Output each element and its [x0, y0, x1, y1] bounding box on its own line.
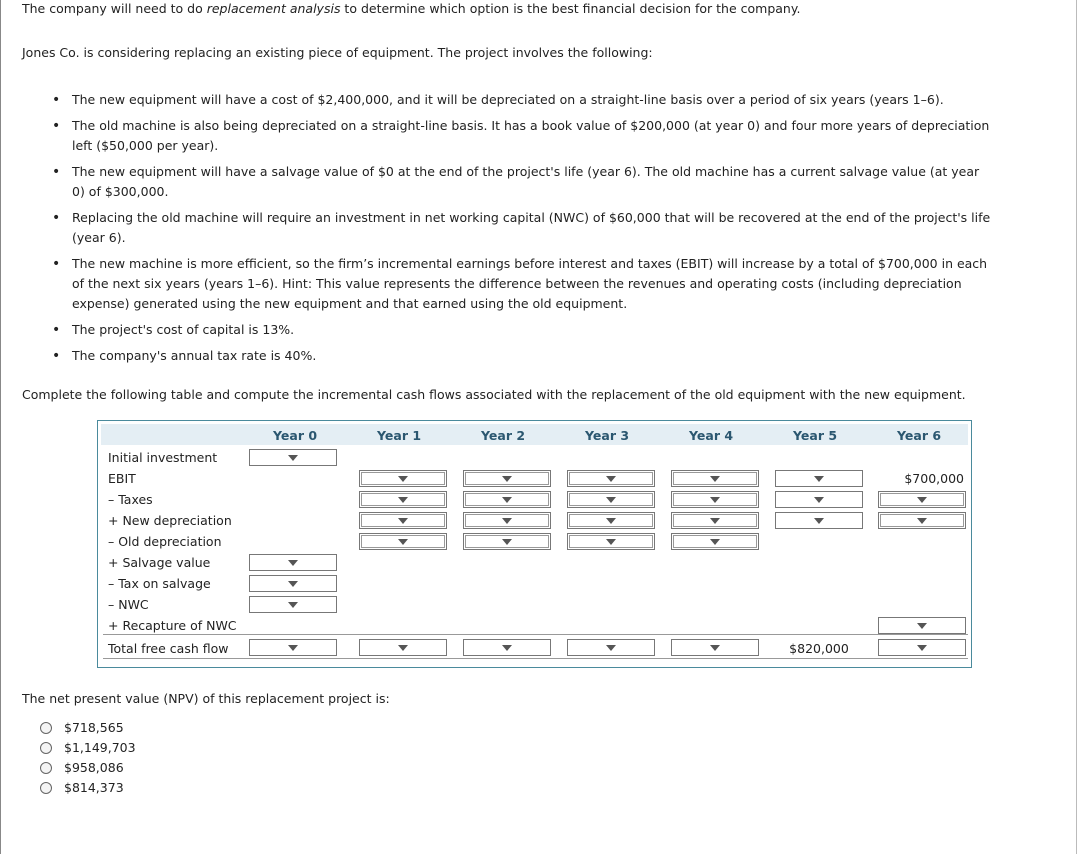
- chevron-down-icon: [502, 518, 512, 524]
- chevron-down-icon: [502, 497, 512, 503]
- dropdown-total-fcf-y3[interactable]: [567, 639, 655, 656]
- ebit-y6-value: $700,000: [904, 471, 964, 486]
- chevron-down-icon: [710, 476, 720, 482]
- list-item: • The old machine is also being depreciated on a straight-line basis. It has a book value of $200,000 (at year 0) and four more years of depreciation left ($50,000 per year).: [52, 116, 992, 156]
- col-year-2: Year 2: [481, 428, 526, 443]
- dropdown-total-fcf-y2[interactable]: [463, 639, 551, 656]
- chevron-down-icon: [606, 645, 616, 651]
- chevron-down-icon: [288, 560, 298, 566]
- chevron-down-icon: [606, 539, 616, 545]
- chevron-down-icon: [710, 497, 720, 503]
- npv-option-label: $1,149,703: [64, 740, 136, 755]
- col-year-0: Year 0: [273, 428, 318, 443]
- chevron-down-icon: [710, 539, 720, 545]
- chevron-down-icon: [288, 645, 298, 651]
- chevron-down-icon: [288, 581, 298, 587]
- dropdown-ebit-y1[interactable]: [359, 470, 447, 487]
- dropdown-nwc-y0[interactable]: [249, 596, 337, 613]
- dropdown-ebit-y5[interactable]: [775, 470, 863, 487]
- row-label-tax-on-salvage: – Tax on salvage: [108, 576, 211, 591]
- chevron-down-icon: [814, 497, 824, 503]
- col-year-4: Year 4: [689, 428, 734, 443]
- dropdown-ebit-y3[interactable]: [567, 470, 655, 487]
- chevron-down-icon: [398, 497, 408, 503]
- chevron-down-icon: [606, 476, 616, 482]
- dropdown-new-dep-y1[interactable]: [359, 512, 447, 529]
- chevron-down-icon: [398, 645, 408, 651]
- assumption-list: [52, 90, 992, 372]
- cash-flow-table: [97, 420, 972, 668]
- chevron-down-icon: [814, 476, 824, 482]
- total-fcf-y5-value: $820,000: [789, 641, 849, 656]
- chevron-down-icon: [606, 497, 616, 503]
- dropdown-salvage-value-y0[interactable]: [249, 554, 337, 571]
- chevron-down-icon: [710, 518, 720, 524]
- dropdown-initial-investment-y0[interactable]: [249, 449, 337, 466]
- npv-option-label: $958,086: [64, 760, 124, 775]
- npv-option-label: $814,373: [64, 780, 124, 795]
- chevron-down-icon: [398, 539, 408, 545]
- chevron-down-icon: [606, 518, 616, 524]
- dropdown-tax-on-salvage-y0[interactable]: [249, 575, 337, 592]
- chevron-down-icon: [917, 518, 927, 524]
- dropdown-new-dep-y5[interactable]: [775, 512, 863, 529]
- intro-text: [22, 1, 800, 16]
- dropdown-ebit-y2[interactable]: [463, 470, 551, 487]
- dropdown-total-fcf-y4[interactable]: [671, 639, 759, 656]
- list-item: • The company's annual tax rate is 40%.: [52, 346, 992, 366]
- dropdown-new-dep-y4[interactable]: [671, 512, 759, 529]
- chevron-down-icon: [917, 645, 927, 651]
- dropdown-new-dep-y3[interactable]: [567, 512, 655, 529]
- table-header-band: [101, 424, 968, 445]
- dropdown-recapture-nwc-y6[interactable]: [878, 617, 966, 634]
- row-label-old-depreciation: – Old depreciation: [108, 534, 222, 549]
- chevron-down-icon: [710, 645, 720, 651]
- dropdown-new-dep-y2[interactable]: [463, 512, 551, 529]
- row-label-nwc: – NWC: [108, 597, 149, 612]
- table-prompt: Complete the following table and compute the incremental cash flows associated with the replacement of the old equipment with the new equipment.: [22, 387, 966, 402]
- dropdown-old-dep-y1[interactable]: [359, 533, 447, 550]
- npv-option-label: $718,565: [64, 720, 124, 735]
- dropdown-old-dep-y2[interactable]: [463, 533, 551, 550]
- col-year-5: Year 5: [793, 428, 838, 443]
- chevron-down-icon: [288, 602, 298, 608]
- col-year-3: Year 3: [585, 428, 630, 443]
- chevron-down-icon: [917, 623, 927, 629]
- chevron-down-icon: [398, 476, 408, 482]
- dropdown-total-fcf-y6[interactable]: [878, 639, 966, 656]
- dropdown-taxes-y6[interactable]: [878, 491, 966, 508]
- chevron-down-icon: [502, 476, 512, 482]
- dropdown-new-dep-y6[interactable]: [878, 512, 966, 529]
- intro-suffix: to determine which option is the best financial decision for the company.: [340, 1, 801, 16]
- dropdown-total-fcf-y0[interactable]: [249, 639, 337, 656]
- chevron-down-icon: [917, 497, 927, 503]
- npv-question: The net present value (NPV) of this replacement project is:: [22, 691, 390, 706]
- radio-button[interactable]: [40, 762, 52, 774]
- total-bottom-rule: [103, 658, 968, 659]
- chevron-down-icon: [398, 518, 408, 524]
- list-item: • The new equipment will have a cost of $2,400,000, and it will be depreciated on a straight-line basis over a period of six years (years 1–6).: [52, 90, 992, 110]
- list-item: • Replacing the old machine will require an investment in net working capital (NWC) of $60,000 that will be recovered at the end of the project's life (year 6).: [52, 208, 992, 248]
- dropdown-old-dep-y3[interactable]: [567, 533, 655, 550]
- dropdown-taxes-y5[interactable]: [775, 491, 863, 508]
- row-label-initial-investment: Initial investment: [108, 450, 218, 465]
- chevron-down-icon: [502, 645, 512, 651]
- frame-left-border: [0, 0, 1, 854]
- row-label-recapture-nwc: + Recapture of NWC: [108, 618, 237, 633]
- dropdown-taxes-y4[interactable]: [671, 491, 759, 508]
- chevron-down-icon: [502, 539, 512, 545]
- row-label-salvage-value: + Salvage value: [108, 555, 211, 570]
- col-year-1: Year 1: [377, 428, 422, 443]
- col-year-6: Year 6: [897, 428, 942, 443]
- dropdown-ebit-y4[interactable]: [671, 470, 759, 487]
- list-item: • The project's cost of capital is 13%.: [52, 320, 992, 340]
- dropdown-total-fcf-y1[interactable]: [359, 639, 447, 656]
- dropdown-taxes-y3[interactable]: [567, 491, 655, 508]
- intro-emphasis: replacement analysis: [206, 1, 341, 16]
- radio-button[interactable]: [40, 782, 52, 794]
- row-label-total-fcf: Total free cash flow: [108, 641, 229, 656]
- chevron-down-icon: [288, 455, 298, 461]
- total-top-rule: [103, 634, 968, 635]
- dropdown-taxes-y2[interactable]: [463, 491, 551, 508]
- list-item: • The new machine is more efficient, so the firm’s incremental earnings before interest and taxes (EBIT) will increase by a total of $700,000 in each of the next six years (years 1–6). Hint: This value represents the difference between the revenues and operating costs (including depreciation expense) generated using the new equipment and that earned using the old equipment.: [52, 254, 992, 314]
- row-label-ebit: EBIT: [108, 471, 136, 486]
- row-label-new-depreciation: + New depreciation: [108, 513, 232, 528]
- dropdown-taxes-y1[interactable]: [359, 491, 447, 508]
- row-label-taxes: – Taxes: [108, 492, 153, 507]
- intro-prefix: The company will need to do: [22, 1, 207, 16]
- radio-button[interactable]: [40, 742, 52, 754]
- list-item: • The new equipment will have a salvage value of $0 at the end of the project's life (year 6). The old machine has a current salvage value (at year 0) of $300,000.: [52, 162, 992, 202]
- radio-button[interactable]: [40, 722, 52, 734]
- dropdown-old-dep-y4[interactable]: [671, 533, 759, 550]
- lead-text: Jones Co. is considering replacing an existing piece of equipment. The project involves the following:: [22, 45, 653, 60]
- chevron-down-icon: [814, 518, 824, 524]
